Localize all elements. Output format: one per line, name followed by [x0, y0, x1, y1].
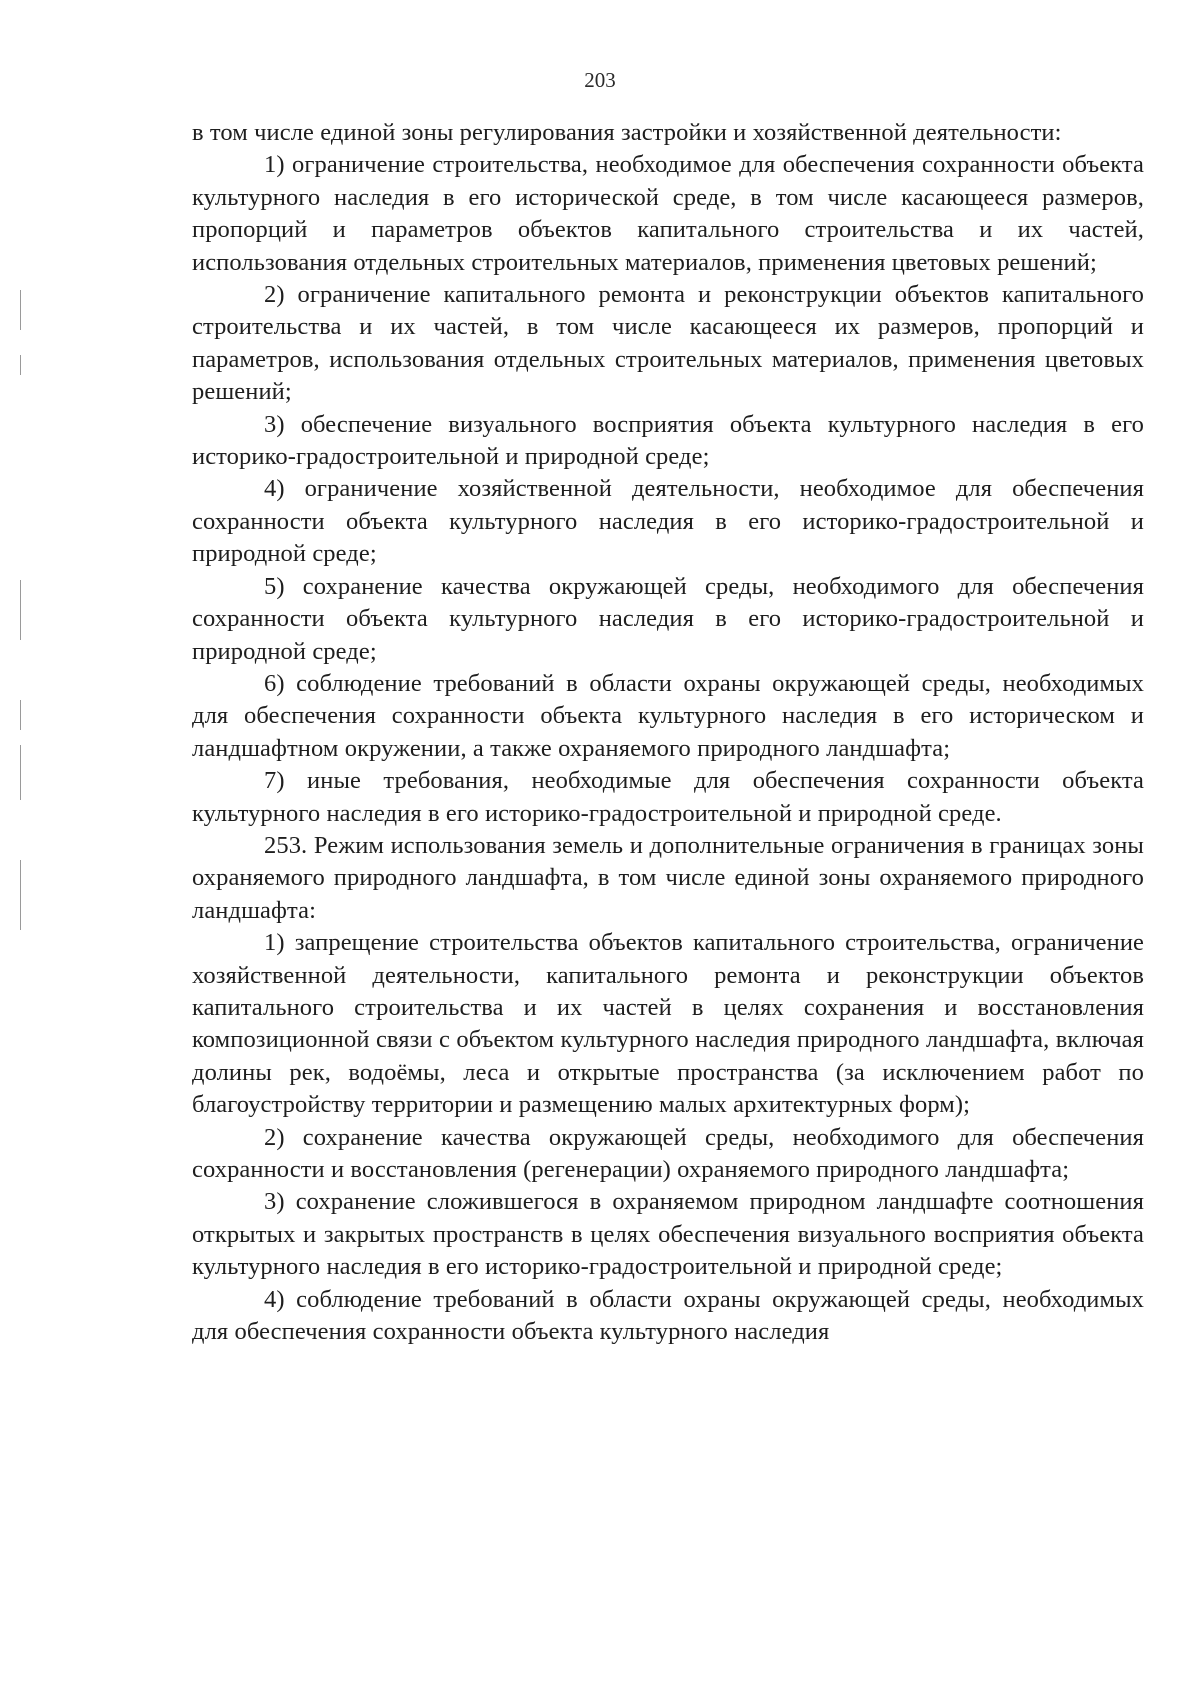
section-253-item-1: 1) запрещение строительства объектов капитального строительства, ограничение хозяйственной деятельности, капитального ремонта и реконструкции объектов капитального строительства и их частей в целях сохранения и восстановления композиционной связи с объектом культурного наследия природного ландшафта, включая долины рек, водоёмы, леса и открытые пространства (за исключением работ по благоустройству территории и размещению малых архитектурных форм);: [192, 929, 1144, 1119]
list-item-3: 3) обеспечение визуального восприятия объекта культурного наследия в его историко-градостроительной и природной среде;: [192, 410, 1144, 471]
document-body: [192, 117, 1144, 1348]
list-item-7: 7) иные требования, необходимые для обеспечения сохранности объекта культурного наследия в его историко-градостроительной и природной среде.: [192, 767, 1144, 827]
scan-artifact-line: [20, 580, 21, 640]
list-item-6: 6) соблюдение требований в области охраны окружающей среды, необходимых для обеспечения сохранности объекта культурного наследия в его историческом и ландшафтном окружении, а также охраняемого природного ландшафта;: [192, 669, 1144, 762]
section-253-item-3: 3) сохранение сложившегося в охраняемом природном ландшафте соотношения открытых и закрытых пространств в целях обеспечения визуального восприятия объекта культурного наследия в его историко-градостроительной и природной среде;: [192, 1188, 1144, 1281]
scan-artifact-line: [20, 355, 21, 375]
paragraph-intro: в том числе единой зоны регулирования застройки и хозяйственной деятельности:: [192, 119, 1062, 146]
section-253: 253. Режим использования земель и дополнительные ограничения в границах зоны охраняемого природного ландшафта, в том числе единой зоны охраняемого природного ландшафта:: [192, 831, 1144, 924]
scan-artifact-line: [20, 290, 21, 330]
list-item-2: 2) ограничение капитального ремонта и реконструкции объектов капитального строительства и их частей, в том числе касающееся их размеров, пропорций и параметров, использования отдельных строительных материалов, применения цветовых решений;: [192, 281, 1144, 406]
scan-artifact-line: [20, 860, 21, 930]
scan-artifact-line: [20, 700, 21, 730]
section-253-item-4: 4) соблюдение требований в области охраны окружающей среды, необходимых для обеспечения сохранности объекта культурного наследия: [192, 1285, 1144, 1346]
list-item-1: 1) ограничение строительства, необходимое для обеспечения сохранности объекта культурного наследия в его исторической среде, в том числе касающееся размеров, пропорций и параметров объектов капитального строительства и их частей, использования отдельных строительных материалов, применения цветовых решений;: [192, 151, 1144, 276]
scan-artifact-line: [20, 745, 21, 800]
list-item-5: 5) сохранение качества окружающей среды, необходимого для обеспечения сохранности объекта культурного наследия в его историко-градостроительной и природной среде;: [192, 572, 1144, 665]
section-253-item-2: 2) сохранение качества окружающей среды, необходимого для обеспечения сохранности и восстановления (регенерации) охраняемого природного ландшафта;: [192, 1123, 1144, 1183]
list-item-4: 4) ограничение хозяйственной деятельности, необходимое для обеспечения сохранности объекта культурного наследия в его историко-градостроительной и природной среде;: [192, 475, 1144, 568]
page-number: 203: [584, 68, 616, 92]
